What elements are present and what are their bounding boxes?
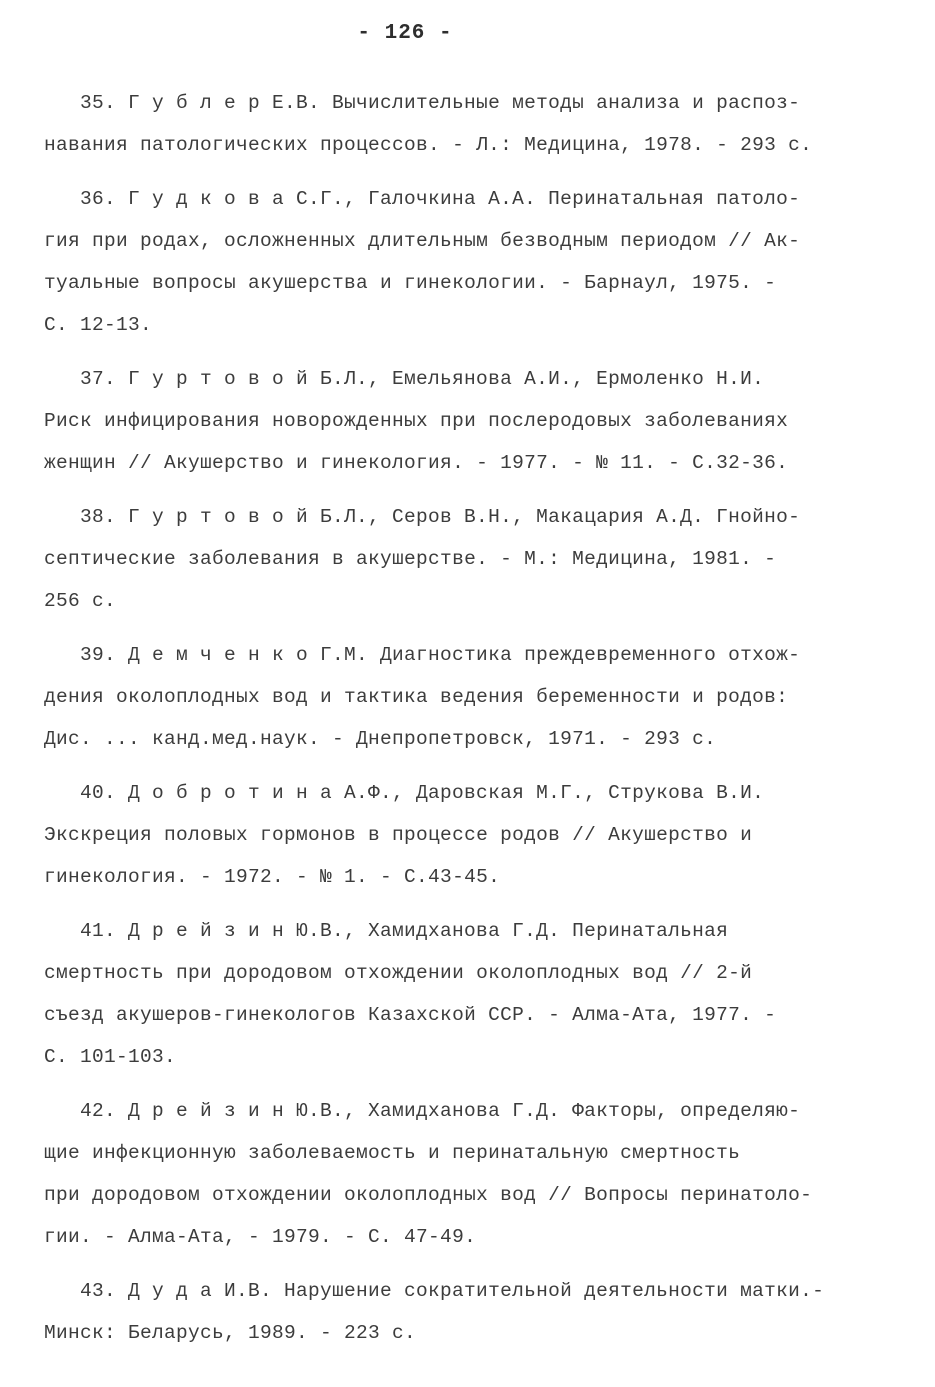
reference-line: 35. Г у б л е р Е.В. Вычислительные методы анализа и распоз- — [80, 92, 801, 114]
reference-line: при дородовом отхождении околоплодных вод // Вопросы перинатоло- — [44, 1184, 813, 1206]
reference-line: 42. Д р е й з и н Ю.В., Хамидханова Г.Д. Факторы, определяю- — [80, 1100, 801, 1122]
reference-line: 38. Г у р т о в о й Б.Л., Серов В.Н., Макацария А.Д. Гнойно- — [80, 506, 801, 528]
reference-item — [44, 178, 874, 346]
reference-line: 37. Г у р т о в о й Б.Л., Емельянова А.И., Ермоленко Н.И. — [80, 368, 765, 390]
reference-line: смертность при дородовом отхождении околоплодных вод // 2-й — [44, 962, 753, 984]
reference-line: Риск инфицирования новорожденных при послеродовых заболеваниях — [44, 410, 789, 432]
reference-line: туальные вопросы акушерства и гинекологии. - Барнаул, 1975. - — [44, 272, 777, 294]
reference-line: 39. Д е м ч е н к о Г.М. Диагностика преждевременного отхож- — [80, 644, 801, 666]
reference-line: гия при родах, осложненных длительным безводным периодом // Ак- — [44, 230, 801, 252]
reference-line: 43. Д у д а И.В. Нарушение сократительной деятельности матки.- — [80, 1280, 825, 1302]
reference-item — [44, 772, 874, 898]
reference-item — [44, 1090, 874, 1258]
reference-line: С. 101-103. — [44, 1046, 177, 1068]
reference-item — [44, 496, 874, 622]
reference-line: щие инфекционную заболеваемость и перинатальную смертность — [44, 1142, 741, 1164]
reference-item — [44, 82, 874, 166]
reference-line: 36. Г у д к о в а С.Г., Галочкина А.А. Перинатальная патоло- — [80, 188, 801, 210]
reference-line: 41. Д р е й з и н Ю.В., Хамидханова Г.Д. Перинатальная — [80, 920, 729, 942]
reference-line: съезд акушеров-гинекологов Казахской ССР. - Алма-Ата, 1977. - — [44, 1004, 777, 1026]
reference-item — [44, 910, 874, 1078]
reference-line: гинекология. - 1972. - № 1. - С.43-45. — [44, 866, 501, 888]
reference-line: гии. - Алма-Ата, - 1979. - С. 47-49. — [44, 1226, 477, 1248]
reference-line: септические заболевания в акушерстве. - М.: Медицина, 1981. - — [44, 548, 777, 570]
reference-line: навания патологических процессов. - Л.: Медицина, 1978. - 293 с. — [44, 134, 813, 156]
reference-line: дения околоплодных вод и тактика ведения беременности и родов: — [44, 686, 789, 708]
reference-item — [44, 358, 874, 484]
reference-line: женщин // Акушерство и гинекология. - 1977. - № 11. - С.32-36. — [44, 452, 789, 474]
reference-list — [44, 82, 874, 1366]
reference-line: Минск: Беларусь, 1989. - 223 с. — [44, 1322, 417, 1344]
reference-line: С. 12-13. — [44, 314, 153, 336]
page-number: - 126 - — [357, 22, 453, 45]
reference-line: 256 с. — [44, 590, 117, 612]
reference-line: 40. Д о б р о т и н а А.Ф., Даровская М.Г., Струкова В.И. — [80, 782, 765, 804]
reference-line: Экскреция половых гормонов в процессе родов // Акушерство и — [44, 824, 753, 846]
reference-item — [44, 634, 874, 760]
reference-item — [44, 1270, 874, 1354]
reference-line: Дис. ... канд.мед.наук. - Днепропетровск, 1971. - 293 с. — [44, 728, 717, 750]
